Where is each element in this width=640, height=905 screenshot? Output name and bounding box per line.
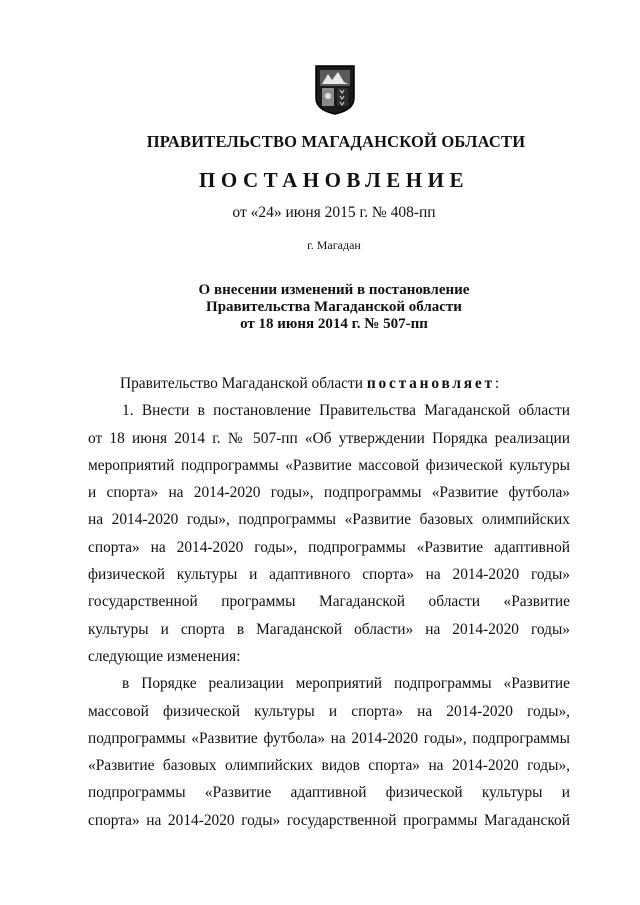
paragraph-line: массовой физической культуры и спорта» на 2014-2020 годы», bbox=[88, 702, 570, 720]
document-subject bbox=[14, 282, 640, 333]
document-body bbox=[88, 370, 570, 834]
paragraph-line: «Развитие базовых олимпийских видов спорта» на 2014-2020 годы», bbox=[88, 757, 570, 775]
document-type: ПОСТАНОВЛЕНИЕ bbox=[199, 168, 469, 192]
paragraph-line: культуры и спорта в Магаданской области» на 2014-2020 годы» bbox=[88, 620, 570, 638]
intro-text: Правительство Магаданской области bbox=[120, 375, 367, 392]
paragraph-line: физической культуры и адаптивного спорта» на 2014-2020 годы» bbox=[88, 566, 570, 584]
paragraph-line: мероприятий подпрограммы «Развитие массовой физической культуры bbox=[88, 456, 570, 474]
paragraph-line: следующие изменения: bbox=[88, 647, 241, 665]
paragraph-line: государственной программы Магаданской области «Развитие bbox=[88, 593, 570, 611]
intro-colon: : bbox=[494, 375, 500, 392]
subject-line: Правительства Магаданской области bbox=[206, 299, 462, 315]
intro-paragraph bbox=[88, 370, 570, 397]
paragraph-line: 1. Внести в постановление Правительства Магаданской области bbox=[122, 402, 570, 420]
government-name: ПРАВИТЕЛЬСТВО МАГАДАНСКОЙ ОБЛАСТИ bbox=[146, 132, 526, 151]
subject-line: О внесении изменений в постановление bbox=[198, 282, 470, 298]
paragraph-line: на 2014-2020 годы», подпрограммы «Развитие базовых олимпийских bbox=[88, 511, 570, 529]
paragraph-line: от 18 июня 2014 г. № 507-пп «Об утверждении Порядка реализации bbox=[88, 429, 570, 447]
document-date-number: от «24» июня 2015 г. № 408-пп bbox=[232, 204, 436, 221]
coat-of-arms-icon bbox=[314, 64, 356, 116]
decrees-word: постановляет bbox=[366, 375, 495, 392]
document-city: г. Магадан bbox=[307, 238, 361, 252]
paragraph-line: подпрограммы «Развитие адаптивной физической культуры и bbox=[88, 784, 570, 802]
paragraph-line: спорта» на 2014-2020 годы», подпрограммы «Развитие адаптивной bbox=[88, 538, 570, 556]
paragraph-line: спорта» на 2014-2020 годы» государственной программы Магаданской bbox=[88, 811, 570, 829]
paragraph-line: в Порядке реализации мероприятий подпрограммы «Развитие bbox=[122, 675, 570, 693]
paragraph-line: и спорта» на 2014-2020 годы», подпрограммы «Развитие футбола» bbox=[88, 484, 570, 502]
paragraph-line: подпрограммы «Развитие футбола» на 2014-2020 годы», подпрограммы bbox=[88, 729, 570, 747]
subject-line: от 18 июня 2014 г. № 507-пп bbox=[240, 316, 428, 332]
